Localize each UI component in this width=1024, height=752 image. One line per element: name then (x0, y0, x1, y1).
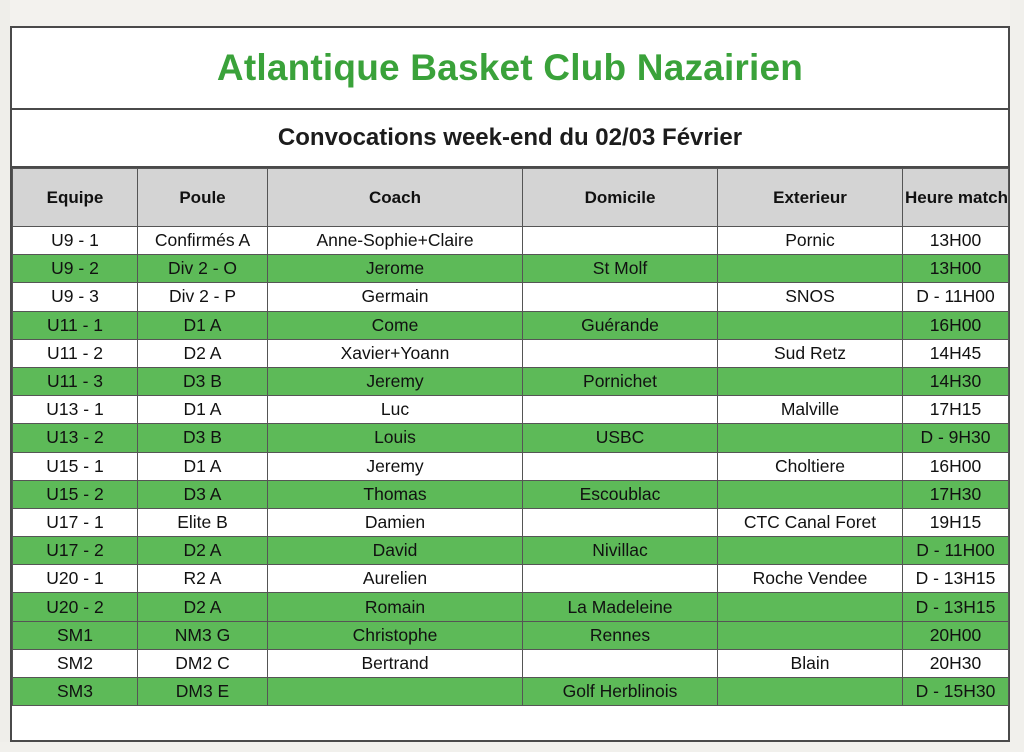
cell-coach: Anne-Sophie+Claire (268, 227, 523, 255)
cell-poule: D2 A (138, 537, 268, 565)
cell-poule: D1 A (138, 452, 268, 480)
cell-domicile (523, 508, 718, 536)
cell-exterieur (718, 593, 903, 621)
cell-domicile (523, 283, 718, 311)
cell-equipe: U15 - 1 (13, 452, 138, 480)
cell-heure: 14H30 (903, 367, 1009, 395)
cell-domicile (523, 339, 718, 367)
cell-coach (268, 678, 523, 706)
subtitle-bar (12, 110, 1008, 168)
cell-domicile (523, 565, 718, 593)
cell-exterieur (718, 367, 903, 395)
cell-exterieur: Malville (718, 396, 903, 424)
cell-equipe: SM3 (13, 678, 138, 706)
page-edge-right (1010, 0, 1024, 752)
cell-coach: Louis (268, 424, 523, 452)
cell-coach: Xavier+Yoann (268, 339, 523, 367)
cell-heure: 13H00 (903, 227, 1009, 255)
cell-domicile (523, 649, 718, 677)
cell-heure: D - 11H00 (903, 537, 1009, 565)
cell-domicile: Nivillac (523, 537, 718, 565)
cell-coach: Thomas (268, 480, 523, 508)
cell-heure: D - 13H15 (903, 593, 1009, 621)
cell-coach: Germain (268, 283, 523, 311)
cell-exterieur: CTC Canal Foret (718, 508, 903, 536)
column-header-coach: Coach (268, 169, 523, 227)
table-row (13, 396, 1009, 424)
table-row (13, 227, 1009, 255)
page-title: Atlantique Basket Club Nazairien (216, 47, 804, 88)
convocation-sheet (10, 26, 1010, 742)
cell-domicile: Pornichet (523, 367, 718, 395)
table-row (13, 255, 1009, 283)
cell-equipe: U9 - 3 (13, 283, 138, 311)
cell-coach: Romain (268, 593, 523, 621)
cell-equipe: U11 - 1 (13, 311, 138, 339)
cell-poule: Div 2 - O (138, 255, 268, 283)
cell-heure: D - 15H30 (903, 678, 1009, 706)
cell-exterieur (718, 537, 903, 565)
cell-poule: DM3 E (138, 678, 268, 706)
table-row (13, 678, 1009, 706)
cell-coach: Jeremy (268, 367, 523, 395)
cell-equipe: U11 - 2 (13, 339, 138, 367)
table-body (13, 227, 1009, 706)
table-row (13, 424, 1009, 452)
cell-equipe: U13 - 1 (13, 396, 138, 424)
cell-heure: 17H30 (903, 480, 1009, 508)
cell-exterieur: Blain (718, 649, 903, 677)
cell-exterieur: Sud Retz (718, 339, 903, 367)
table-row (13, 367, 1009, 395)
header-row (13, 169, 1009, 227)
cell-poule: NM3 G (138, 621, 268, 649)
cell-equipe: U9 - 1 (13, 227, 138, 255)
cell-exterieur (718, 311, 903, 339)
cell-poule: D2 A (138, 593, 268, 621)
page-subtitle: Convocations week-end du 02/03 Février (277, 124, 743, 151)
convocations-table (12, 168, 1009, 706)
cell-exterieur: Roche Vendee (718, 565, 903, 593)
cell-equipe: U17 - 1 (13, 508, 138, 536)
cell-coach: Bertrand (268, 649, 523, 677)
cell-heure: D - 13H15 (903, 565, 1009, 593)
column-header-domicile: Domicile (523, 169, 718, 227)
cell-heure: 19H15 (903, 508, 1009, 536)
table-header (13, 169, 1009, 227)
cell-domicile: Guérande (523, 311, 718, 339)
cell-coach: Jeremy (268, 452, 523, 480)
cell-equipe: SM1 (13, 621, 138, 649)
page-edge-top (0, 0, 1024, 26)
cell-heure: 17H15 (903, 396, 1009, 424)
cell-equipe: U20 - 2 (13, 593, 138, 621)
cell-exterieur (718, 678, 903, 706)
cell-coach: David (268, 537, 523, 565)
cell-exterieur: SNOS (718, 283, 903, 311)
column-header-exterieur: Exterieur (718, 169, 903, 227)
cell-heure: D - 9H30 (903, 424, 1009, 452)
cell-heure: 13H00 (903, 255, 1009, 283)
cell-equipe: U11 - 3 (13, 367, 138, 395)
table-row (13, 339, 1009, 367)
cell-coach: Christophe (268, 621, 523, 649)
page-edge-left (0, 0, 10, 752)
cell-heure: 14H45 (903, 339, 1009, 367)
table-row (13, 649, 1009, 677)
cell-equipe: SM2 (13, 649, 138, 677)
cell-domicile: USBC (523, 424, 718, 452)
cell-domicile: Rennes (523, 621, 718, 649)
cell-exterieur (718, 255, 903, 283)
cell-poule: D2 A (138, 339, 268, 367)
cell-poule: Div 2 - P (138, 283, 268, 311)
cell-poule: D1 A (138, 311, 268, 339)
column-header-equipe: Equipe (13, 169, 138, 227)
cell-domicile: La Madeleine (523, 593, 718, 621)
cell-exterieur: Pornic (718, 227, 903, 255)
cell-heure: 20H00 (903, 621, 1009, 649)
table-row (13, 452, 1009, 480)
cell-poule: D3 A (138, 480, 268, 508)
cell-poule: D1 A (138, 396, 268, 424)
table-row (13, 480, 1009, 508)
column-header-poule: Poule (138, 169, 268, 227)
cell-domicile (523, 227, 718, 255)
cell-domicile: Golf Herblinois (523, 678, 718, 706)
cell-poule: Confirmés A (138, 227, 268, 255)
cell-domicile (523, 396, 718, 424)
cell-poule: R2 A (138, 565, 268, 593)
page-edge-bottom (0, 742, 1024, 752)
cell-exterieur (718, 621, 903, 649)
cell-equipe: U9 - 2 (13, 255, 138, 283)
cell-coach: Luc (268, 396, 523, 424)
cell-coach: Jerome (268, 255, 523, 283)
table-row (13, 621, 1009, 649)
cell-equipe: U15 - 2 (13, 480, 138, 508)
cell-heure: 20H30 (903, 649, 1009, 677)
cell-poule: D3 B (138, 424, 268, 452)
cell-coach: Come (268, 311, 523, 339)
table-row (13, 283, 1009, 311)
cell-equipe: U17 - 2 (13, 537, 138, 565)
table-row (13, 508, 1009, 536)
cell-exterieur (718, 424, 903, 452)
cell-poule: D3 B (138, 367, 268, 395)
cell-coach: Aurelien (268, 565, 523, 593)
table-row (13, 537, 1009, 565)
cell-domicile: Escoublac (523, 480, 718, 508)
cell-equipe: U13 - 2 (13, 424, 138, 452)
cell-heure: D - 11H00 (903, 283, 1009, 311)
title-bar (12, 28, 1008, 110)
cell-heure: 16H00 (903, 452, 1009, 480)
cell-domicile: St Molf (523, 255, 718, 283)
table-row (13, 311, 1009, 339)
cell-poule: DM2 C (138, 649, 268, 677)
cell-heure: 16H00 (903, 311, 1009, 339)
cell-exterieur (718, 480, 903, 508)
cell-equipe: U20 - 1 (13, 565, 138, 593)
column-header-heure: Heure match (903, 169, 1009, 227)
table-row (13, 565, 1009, 593)
cell-coach: Damien (268, 508, 523, 536)
cell-domicile (523, 452, 718, 480)
cell-exterieur: Choltiere (718, 452, 903, 480)
table-row (13, 593, 1009, 621)
cell-poule: Elite B (138, 508, 268, 536)
